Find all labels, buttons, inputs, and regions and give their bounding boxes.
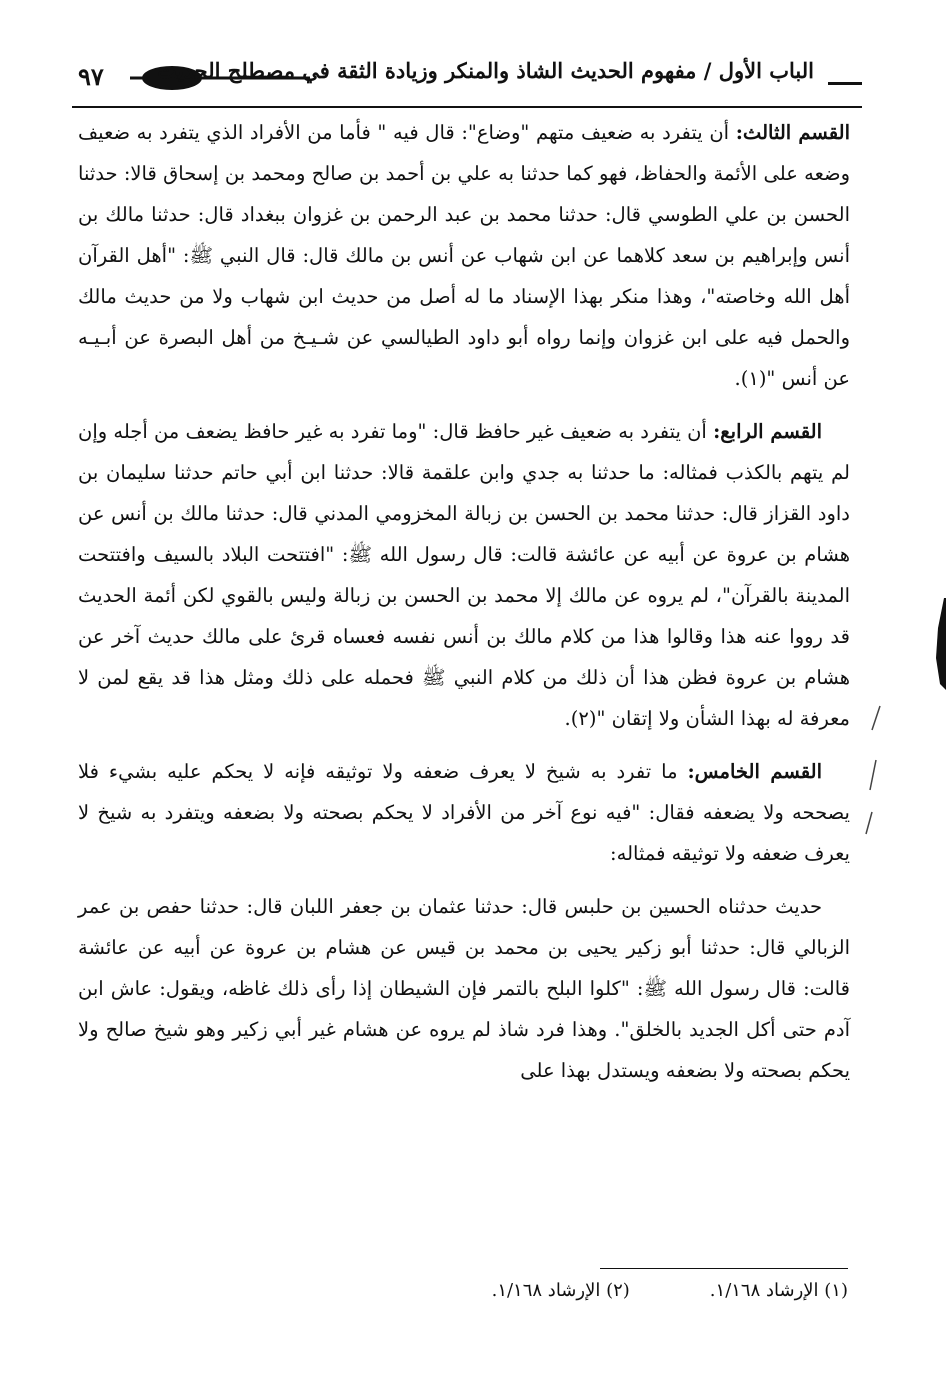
footnotes: [300, 1280, 848, 1301]
body-text: [78, 112, 850, 1103]
footnote-2: (٢) الإرشاد ١/١٦٨.: [491, 1280, 630, 1301]
paragraph-text: حديث حدثناه الحسين بن حلبس قال: حدثنا عثمان بن جعفر اللبان قال: حدثنا حفص بن عمر الزبالي قال: حدثنا أبو زكير يحيى بن محمد بن قيس عن هشام بن عروة عن أبيه عن عائشة قالت: قال رسول الله ﷺ: "كلوا البلح بالتمر فإن الشيطان إذا رأى ذلك غاظه، ويقول: عاش ابن آدم حتى أكل الجديد بالخلق". وهذا فرد شاذ لم يروه عن هشام غير أبي زكير وهو شيخ صالح ولا يحكم بصحته ولا بضعفه ويستدل بهذا على: [78, 895, 850, 1082]
paragraph-text: أن يتفرد به ضعيف غير حافظ قال: "وما تفرد به غير حافظ يضعف من أجله وإن لم يتهم بالكذب فمثاله: ما حدثنا به جدي وابن علقمة قالا: حدثنا ابن أبي حاتم حدثنا سليمان بن داود القزاز قال: حدثنا محمد بن الحسن بن زبالة المخزومي المدني قال: حدثنا مالك بن أنس عن هشام بن عروة عن أبيه عن عائشة قالت: قال رسول الله ﷺ: "افتتحت البلاد بالسيف وافتتحت المدينة بالقرآن"، لم يروه عن مالك إلا محمد بن الحسن بن زبالة وليس بالقوي لكن أئمة الحديث قد رووا عنه هذا وقالوا هذا من كلام مالك بن أنس نفسه فعساه قرئ على مالك حديث آخر عن هشام بن عروة فظن هذا أن ذلك من كلام النبي ﷺ فحمله على ذلك ومثل هذا قد يقع لمن لا معرفة له بهذا الشأن ولا إتقان "(٢).: [78, 420, 850, 730]
section-heading: القسم الرابع:: [713, 420, 822, 443]
page-number: ٩٧: [78, 62, 104, 91]
paragraph-hadith-example: [78, 886, 850, 1091]
header-dash: [828, 82, 862, 85]
footnote-rule: [600, 1268, 848, 1269]
paragraph-section-5: [78, 751, 850, 874]
paragraph-section-3: [78, 112, 850, 399]
paragraph-text: ما تفرد به شيخ لا يعرف ضعفه ولا توثيقه فإنه لا يحكم عليه بشيء فلا يصححه ولا يضعفه فقال: "فيه نوع آخر من الأفراد لا يحكم بصحته ولا بضعفه ويتفرد به شيخ لا يعرف ضعفه ولا توثيقه فمثاله:: [78, 760, 850, 865]
paragraph-text: أن يتفرد به ضعيف متهم "وضاع": قال فيه " فأما من الأفراد الذي يتفرد به ضعيف وضعه على الأئمة والحفاظ، فهو كما حدثنا به علي بن أحمد بن صالح ومحمد بن إسحاق قالا: حدثنا الحسن بن علي الطوسي قال: حدثنا محمد بن عبد الرحمن بن غزوان ببغداد قال: حدثنا مالك بن أنس وإبراهيم بن سعد كلاهما عن ابن شهاب عن أنس بن مالك قال: قال النبي ﷺ: "أهل القرآن أهل الله وخاصته"، وهذا منكر بهذا الإسناد ما له أصل من حديث ابن شهاب ولا من حديث مالك والحمل فيه على ابن غزوان وإنما رواه أبو داود الطيالسي عن شـيـخ من أهل البصرة عن أبـيـه عن أنس "(١).: [78, 121, 850, 390]
section-heading: القسم الخامس:: [687, 760, 822, 783]
footnote-1: (١) الإرشاد ١/١٦٨.: [709, 1280, 848, 1301]
margin-scan-mark: [930, 598, 946, 690]
page-header: [72, 52, 862, 108]
section-heading: القسم الثالث:: [735, 121, 851, 144]
margin-pencil-marks: [858, 700, 888, 840]
running-title: الباب الأول / مفهوم الحديث الشاذ والمنكر وزيادة الثقة في مصطلح الحديث: [157, 58, 814, 83]
paragraph-section-4: [78, 411, 850, 739]
header-rule: [72, 106, 862, 108]
